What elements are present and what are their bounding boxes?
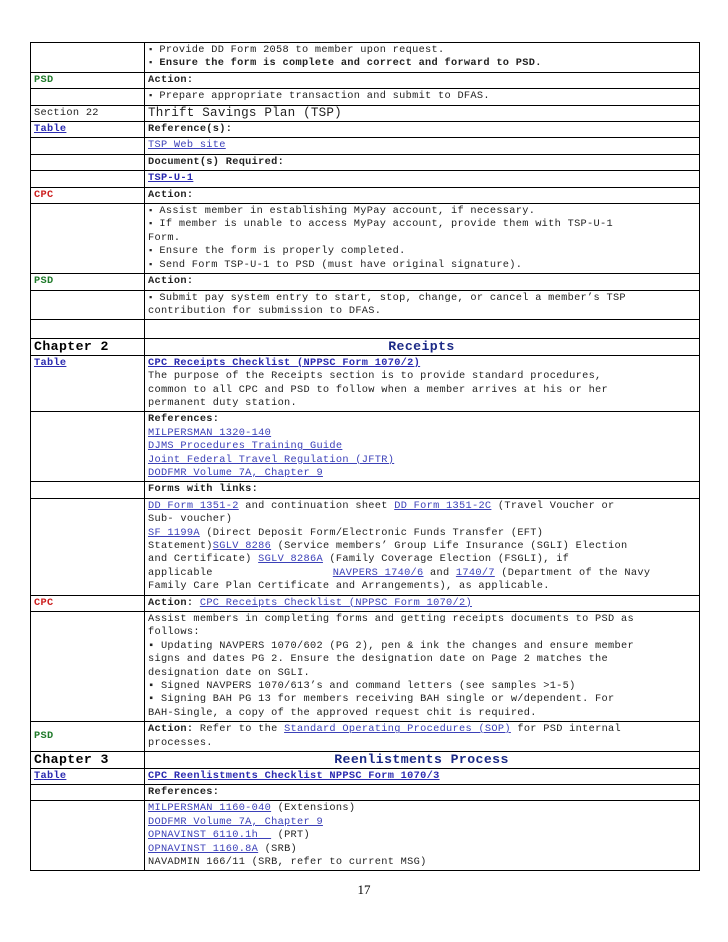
reference-link[interactable]: OPNAVINST 1160.8A bbox=[148, 842, 259, 855]
table-row bbox=[31, 801, 700, 871]
reference-link[interactable]: MILPERSMAN 1320-140 bbox=[148, 426, 272, 439]
table-row bbox=[31, 412, 700, 482]
left-cell bbox=[31, 412, 145, 482]
action-heading: Action: bbox=[148, 723, 194, 736]
bullet-item: ▪ Provide DD Form 2058 to member upon request. bbox=[148, 44, 695, 57]
instruction-line: designation date on SGLI. bbox=[148, 666, 310, 679]
office-label-cpc: CPC bbox=[31, 595, 145, 611]
dd-form-1351-2-link[interactable]: DD Form 1351-2 bbox=[148, 499, 239, 512]
left-cell bbox=[31, 612, 145, 722]
reference-link[interactable]: OPNAVINST 6110.1h bbox=[148, 829, 272, 842]
navpers-1740-7-link[interactable]: 1740/7 bbox=[455, 566, 495, 579]
section-label: Section 22 bbox=[31, 105, 145, 121]
left-cell bbox=[31, 89, 145, 105]
action-heading: Action: bbox=[145, 72, 700, 88]
table-row bbox=[31, 595, 700, 611]
forms-text: (Travel Voucher or bbox=[491, 499, 615, 512]
bullet-item: ▪ Send Form TSP-U-1 to PSD (must have original signature). bbox=[148, 259, 695, 272]
instruction-line: signs and dates PG 2. Ensure the designation date on Page 2 matches the bbox=[148, 653, 609, 666]
procedures-table bbox=[30, 42, 700, 871]
forms-text: (Service members’ Group Life Insurance (SGLI) Election bbox=[271, 540, 628, 552]
table-row bbox=[31, 355, 700, 412]
table-label: Table bbox=[31, 355, 145, 412]
bullet-item: ▪ Submit pay system entry to start, stop, change, or cancel a member’s TSP bbox=[148, 292, 695, 305]
references-heading: Reference(s): bbox=[145, 122, 700, 138]
table-row bbox=[31, 72, 700, 88]
table-row bbox=[31, 105, 700, 121]
left-cell bbox=[31, 204, 145, 274]
instruction-line: ▪ Signed NAVPERS 1070/613’s and command letters (see samples >1-5) bbox=[148, 680, 576, 693]
bullet-item: ▪ Ensure the form is properly completed. bbox=[148, 245, 695, 258]
office-label-psd: PSD bbox=[31, 274, 145, 290]
chapter-label: Chapter 2 bbox=[31, 339, 145, 355]
table-row bbox=[31, 122, 700, 138]
purpose-line: permanent duty station. bbox=[148, 396, 298, 409]
bullet-item: ▪ Prepare appropriate transaction and submit to DFAS. bbox=[148, 90, 695, 103]
table-row bbox=[31, 154, 700, 170]
sop-link[interactable]: Standard Operating Procedures (SOP) bbox=[284, 723, 511, 736]
table-row bbox=[31, 482, 700, 498]
left-cell bbox=[31, 801, 145, 871]
right-cell bbox=[145, 722, 700, 752]
references-heading: References: bbox=[148, 413, 220, 426]
page-number: 17 bbox=[357, 882, 371, 897]
table-row bbox=[31, 498, 700, 595]
receipts-checklist-link[interactable]: CPC Receipts Checklist (NPPSC Form 1070/2) bbox=[148, 356, 421, 369]
table-label: Table bbox=[31, 768, 145, 784]
action-heading: Action: bbox=[145, 187, 700, 203]
action-text: for PSD internal bbox=[510, 723, 622, 736]
right-cell bbox=[145, 320, 700, 339]
sglv-8286-link[interactable]: SGLV 8286 bbox=[212, 540, 272, 552]
table-row bbox=[31, 171, 700, 187]
forms-text: Sub- voucher) bbox=[148, 513, 233, 526]
left-cell bbox=[31, 498, 145, 595]
bullet-item: ▪ Ensure the form is complete and correct and forward to PSD. bbox=[148, 57, 695, 70]
navpers-1740-6-link[interactable]: NAVPERS 1740/6 bbox=[332, 566, 424, 579]
reference-link[interactable]: DODFMR Volume 7A, Chapter 9 bbox=[148, 466, 323, 479]
right-cell bbox=[145, 89, 700, 105]
chapter-title: Receipts bbox=[145, 339, 700, 355]
chapter-title: Reenlistments Process bbox=[145, 752, 700, 768]
right-cell bbox=[145, 138, 700, 154]
reference-note: (Extensions) bbox=[271, 802, 356, 815]
table-row bbox=[31, 138, 700, 154]
reference-link[interactable]: Joint Federal Travel Regulation (JFTR) bbox=[148, 453, 395, 466]
purpose-line: common to all CPC and PSD to follow when a member arrives at his or her bbox=[148, 383, 609, 396]
right-cell bbox=[145, 290, 700, 320]
action-text: Refer to the bbox=[193, 723, 285, 736]
right-cell bbox=[145, 204, 700, 274]
office-label-cpc: CPC bbox=[31, 187, 145, 203]
document-page bbox=[30, 42, 700, 871]
table-row bbox=[31, 612, 700, 722]
office-label-psd: PSD bbox=[31, 72, 145, 88]
left-cell bbox=[31, 154, 145, 170]
right-cell bbox=[145, 171, 700, 187]
tsp-website-link[interactable]: TSP Web site bbox=[148, 139, 226, 152]
left-cell bbox=[31, 171, 145, 187]
table-row bbox=[31, 187, 700, 203]
table-row bbox=[31, 204, 700, 274]
sglv-8286a-link[interactable]: SGLV 8286A bbox=[258, 553, 323, 566]
left-cell bbox=[31, 320, 145, 339]
documents-heading: Document(s) Required: bbox=[145, 154, 700, 170]
table-row bbox=[31, 752, 700, 768]
instruction-line: ▪ Updating NAVPERS 1070/602 (PG 2), pen & ink the changes and ensure member bbox=[148, 639, 634, 652]
table-row bbox=[31, 722, 700, 752]
forms-heading: Forms with links: bbox=[145, 482, 700, 498]
table-row bbox=[31, 274, 700, 290]
bullet-item: ▪ Assist member in establishing MyPay account, if necessary. bbox=[148, 205, 695, 218]
forms-text: Statement) bbox=[148, 540, 213, 552]
left-cell bbox=[31, 784, 145, 800]
table-row bbox=[31, 768, 700, 784]
table-row bbox=[31, 290, 700, 320]
left-cell bbox=[31, 43, 145, 73]
bullet-continuation: contribution for submission to DFAS. bbox=[148, 304, 382, 317]
action-text: processes. bbox=[148, 736, 213, 749]
forms-text: and Certificate) bbox=[148, 553, 259, 566]
table-row bbox=[31, 339, 700, 355]
right-cell bbox=[145, 768, 700, 784]
right-cell bbox=[145, 801, 700, 871]
chapter-label: Chapter 3 bbox=[31, 752, 145, 768]
section-title: Thrift Savings Plan (TSP) bbox=[145, 105, 700, 121]
office-label-psd: PSD bbox=[31, 722, 145, 752]
right-cell bbox=[145, 355, 700, 412]
instruction-line: Assist members in completing forms and getting receipts documents to PSD as bbox=[148, 613, 634, 626]
references-heading: References: bbox=[145, 784, 700, 800]
right-cell bbox=[145, 412, 700, 482]
forms-text: (Direct Deposit Form/Electronic Funds Transfer (EFT) bbox=[199, 526, 544, 539]
table-row bbox=[31, 784, 700, 800]
bullet-continuation: Form. bbox=[148, 231, 181, 244]
instruction-line: ▪ Signing BAH PG 13 for members receiving BAH single or w/dependent. For bbox=[148, 693, 615, 706]
bullet-item: ▪ If member is unable to access MyPay account, provide them with TSP-U-1 bbox=[148, 218, 695, 231]
forms-text: (Family Coverage Election (FSGLI), if bbox=[322, 553, 570, 566]
instruction-line: BAH-Single, a copy of the approved request chit is required. bbox=[148, 706, 537, 719]
reenlistments-checklist-link[interactable]: CPC Reenlistments Checklist NPPSC Form 1070/3 bbox=[148, 769, 440, 782]
left-cell bbox=[31, 290, 145, 320]
table-label: Table bbox=[31, 122, 145, 138]
table-row bbox=[31, 43, 700, 73]
reference-note: NAVADMIN 166/11 (SRB, refer to current MSG) bbox=[148, 855, 427, 868]
reference-note: (SRB) bbox=[258, 842, 298, 855]
forms-text: and bbox=[423, 566, 456, 579]
forms-text: (Department of the Navy bbox=[494, 566, 651, 579]
forms-cell bbox=[145, 498, 700, 595]
right-cell bbox=[145, 43, 700, 73]
purpose-line: The purpose of the Receipts section is to provide standard procedures, bbox=[148, 370, 602, 383]
forms-text: and continuation sheet bbox=[238, 499, 395, 512]
reference-link[interactable]: DODFMR Volume 7A, Chapter 9 bbox=[148, 815, 323, 828]
table-row bbox=[31, 89, 700, 105]
right-cell bbox=[145, 595, 700, 611]
reference-note: (PRT) bbox=[271, 829, 310, 842]
right-cell bbox=[145, 612, 700, 722]
forms-text: applicable bbox=[148, 566, 213, 579]
action-heading: Action: bbox=[145, 274, 700, 290]
left-cell bbox=[31, 138, 145, 154]
receipts-checklist-link[interactable]: CPC Receipts Checklist (NPPSC Form 1070/2) bbox=[199, 596, 472, 609]
forms-text: Family Care Plan Certificate and Arrangements), as applicable. bbox=[148, 580, 550, 593]
sf-1199a-link[interactable]: SF 1199A bbox=[148, 526, 200, 539]
reference-link[interactable]: DJMS Procedures Training Guide bbox=[148, 440, 343, 453]
table-row bbox=[31, 320, 700, 339]
reference-link[interactable]: MILPERSMAN 1160-040 bbox=[148, 802, 272, 815]
left-cell bbox=[31, 482, 145, 498]
action-heading: Action: bbox=[148, 596, 200, 609]
instruction-line: follows: bbox=[148, 626, 200, 639]
dd-form-1351-2c-link[interactable]: DD Form 1351-2C bbox=[394, 499, 492, 512]
tsp-u-1-link[interactable]: TSP-U-1 bbox=[148, 172, 194, 185]
